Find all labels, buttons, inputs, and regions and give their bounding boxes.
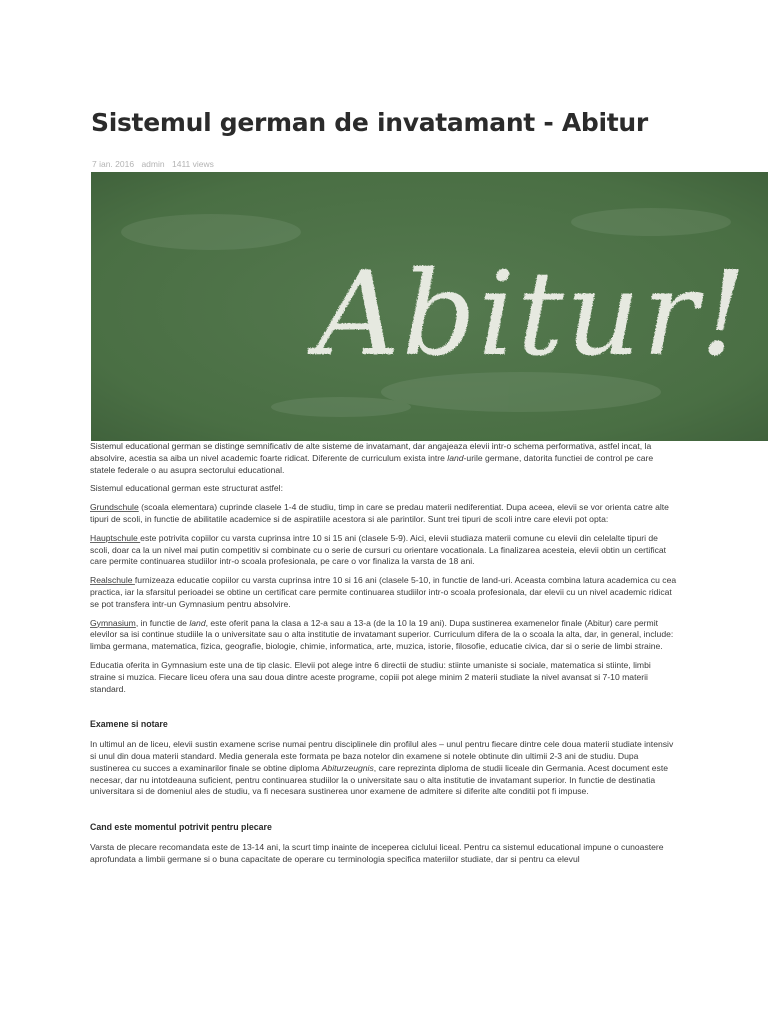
- grundschule-paragraph: Grundschule (scoala elementara) cuprinde clasele 1-4 de studiu, timp in care se predau materii nediferentiat. Dupa aceea, elevii se vor orienta catre alte tipuri de scoli, in functie de abilitatile academice si de aspiratiile acestora si ale parintilor. Sunt trei tipuri de scoli intre care elevii pot opta:: [90, 502, 669, 524]
- chalkboard-image: [91, 172, 768, 441]
- article-body: [90, 441, 678, 873]
- structure-intro: Sistemul educational german este structurat astfel:: [90, 483, 283, 494]
- departure-heading: Cand este momentul potrivit pentru plecare: [90, 822, 272, 833]
- intro-paragraph: Sistemul educational german se distinge semnificativ de alte sisteme de invatamant, dar angajeaza elevii intr-o schema performativa, astfel incat, la absolvire, acestia sa aiba un nivel academic foarte ridicat. Diferente de curriculum exista intre land-urile germane, datorita functiei de control pe care statele federale o au asupra sectorului educational.: [90, 441, 654, 475]
- exams-paragraph: In ultimul an de liceu, elevii sustin examene scrise numai pentru disciplinele din profilul ales – unul pentru fiecare dintre cele doua materii studiate intensiv si unul din doua materii standard. Media generala este formata pe baza notelor din examene si notele obtinute din ultimii 2-3 ani de studiu. Dupa sustinerea cu succes a examinarilor finale se obtine diploma Abiturzeugnis, care reprezinta diploma de studii liceale din Germania. Acest document este necesar, dar nu intotdeauna suficient, pentru continuarea studiilor la o universitate sau o alta institutie de invatamant superior. In functie de destinatia universitara si de domeniul ales de studiu, va fi necesara sustinerea unor examene de admitere si diferite alte conditii pot fi impuse.: [90, 739, 674, 797]
- exams-heading: Examene si notare: [90, 719, 168, 730]
- hauptschule-paragraph: Hauptschule este potrivita copiilor cu varsta cuprinsa intre 10 si 15 ani (clasele 5-9). Aici, elevii studiaza materii comune cu elevii din celelalte tipuri de scoli, doar ca la un nivel mai putin competitiv si combinate cu o serie de cursuri cu orientare vocationala. La finalizarea acesteia, elevii obtin un certificat care permite continuarea studiilor intr-o scoala profesionala, pe care o vor finaliza la varsta de 18 ani.: [90, 532, 667, 567]
- post-date: 7 ian. 2016: [92, 159, 135, 169]
- realschule-link[interactable]: Realschule: [90, 575, 135, 586]
- hero-chalk-text: Abitur!: [316, 247, 749, 382]
- realschule-paragraph: Realschule furnizeaza educatie copiilor cu varsta cuprinsa intre 10 si 16 ani (clasele 5-10, in functie de land-uri. Aceasta combina latura academica cu cea practica, iar la sfarsitul perioadei se obtine un certificat care permite continuarea studiilor intr-o scoala profesionala, dar elevii cu un nivel academic ridicat se pot transfera intr-un Gymnasium pentru absolvire.: [90, 575, 677, 609]
- gymnasium-paragraph: Gymnasium, in functie de land, este oferit pana la clasa a 12-a sau a 13-a (de la 10 la 19 ani). Dupa sustinerea examenelor finale (Abitur) care permit elevilor sa isi continue studiile la o universitate sau o alta institutie de invatamant superior. Curriculum difera de la o scoala la alta, dar, in general, include: limba germana, matematica, fizica, geografie, biologie, chimie, informatica, arte, muzica, istorie, filosofie, educatie civica, dar si o serie de limbi straine.: [90, 617, 674, 652]
- post-views: 1411 views: [171, 159, 214, 169]
- hauptschule-link[interactable]: Hauptschule: [90, 532, 141, 543]
- hero-image: [91, 172, 768, 441]
- gymnasium-detail-paragraph: Educatia oferita in Gymnasium este una de tip clasic. Elevii pot alege intre 6 directii de studiu: stiinte umaniste si sociale, matematica si stiinte, limbi straine si muzica. Fiecare liceu ofera una sau doua dintre aceste programe, copiii pot alege minim 2 materii studiate la nivel avansat si 7-10 materii standard.: [90, 659, 651, 694]
- departure-paragraph: Varsta de plecare recomandata este de 13-14 ani, la scurt timp inainte de inceperea ciclului liceal. Pentru ca sistemul educational impune o cunoastere aprofundata a limbii germane si o buna capacitate de operare cu terminologia specifica materiilor studiate, dar si pentru ca elevul: [90, 841, 664, 864]
- grundschule-link[interactable]: Grundschule: [90, 502, 139, 513]
- page-title: Sistemul german de invatamant - Abitur: [91, 108, 648, 137]
- gymnasium-link[interactable]: Gymnasium: [90, 617, 136, 628]
- post-author[interactable]: admin: [141, 159, 165, 169]
- post-meta: [92, 159, 219, 169]
